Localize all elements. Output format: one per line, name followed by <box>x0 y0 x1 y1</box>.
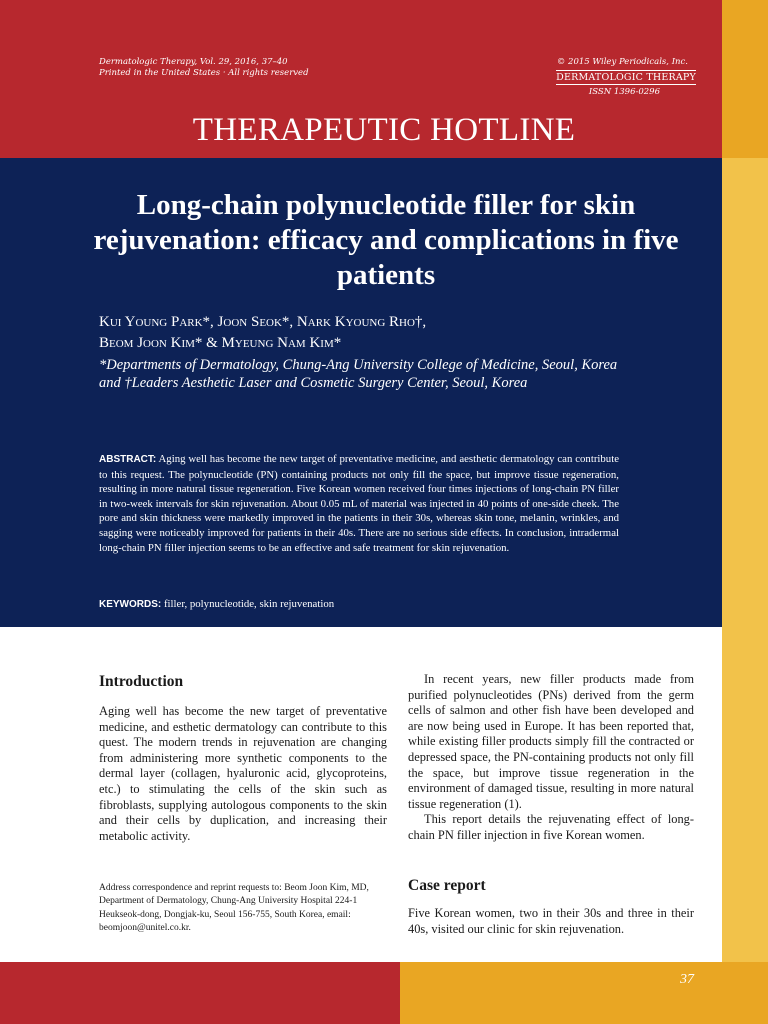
introduction-text: Aging well has become the new target of preventative medicine, and esthetic dermatology can contribute to this quest. The modern trends in rejuvenation are changing from administering more synthetic components to the dermal layer (collagen, hyaluronic acid, glycoproteins, etc.) to stimulating the cells of the skin such as fibroblasts, supplying autologous components to the skin and their cells by duplication, and increasing their metabolic activity. <box>99 704 387 843</box>
case-report-text: Five Korean women, two in their 30s and three in their 40s, visited our clinic for skin rejuvenation. <box>408 906 694 936</box>
keywords <box>99 597 619 613</box>
keywords-label: KEYWORDS: <box>99 599 162 610</box>
footer-band-left <box>0 962 400 1024</box>
abstract <box>99 452 619 555</box>
footer-band-right <box>400 962 768 1024</box>
right-paragraph-1: In recent years, new filler products made from purified polynucleotides (PNs) derived from the germ cells of salmon and other fish have been developed and are now being used in Europe. It has been reported that, while existing filler products simply fill the contracted or depressed space, the PN-containing products not only fill the space, but improve tissue regeneration in the environment of damaged tissue, resulting in more natural tissue regeneration (1). <box>408 672 694 811</box>
journal-name: DERMATOLOGIC THERAPY <box>556 72 696 83</box>
authors-line-2: Beom Joon Kim* & Myeung Nam Kim* <box>99 335 342 351</box>
yellow-side-strip <box>722 158 768 962</box>
copyright-notice: © 2015 Wiley Periodicals, Inc. <box>556 57 688 67</box>
authors <box>99 312 639 354</box>
body-right-column <box>408 672 694 844</box>
keywords-text: filler, polynucleotide, skin rejuvenation <box>163 598 335 610</box>
introduction-heading: Introduction <box>99 673 184 690</box>
abstract-label: ABSTRACT: <box>99 454 157 465</box>
correspondence-note: Address correspondence and reprint requests to: Beom Joon Kim, MD, Department of Dermatology, Chung-Ang University Hospital 224-1 Heukseok-dong, Dongjak-ku, Seoul 156-755, South Korea, email: beomjoon@unitel.co.kr. <box>99 883 369 934</box>
article-title: Long-chain polynucleotide filler for skin rejuvenation: efficacy and complications in five patients <box>93 189 679 291</box>
print-notice: Printed in the United States · All rights reserved <box>99 68 309 78</box>
case-report-heading: Case report <box>408 877 486 894</box>
journal-citation: Dermatologic Therapy, Vol. 29, 2016, 37–40 <box>99 57 288 67</box>
authors-line-1: Kui Young Park*, Joon Seok*, Nark Kyoung Rho†, <box>99 314 427 330</box>
right-paragraph-2: This report details the rejuvenating effect of long-chain PN filler injection in five Korean women. <box>408 812 694 842</box>
affiliations: *Departments of Dermatology, Chung-Ang University College of Medicine, Seoul, Korea and †Leaders Aesthetic Laser and Cosmetic Surgery Center, Seoul, Korea <box>99 357 618 391</box>
body-left-column <box>99 672 387 844</box>
issn: ISSN 1396-0296 <box>588 87 660 97</box>
abstract-text: Aging well has become the new target of preventative medicine, and aesthetic dermatology can contribute to this request. The polynucleotide (PN) containing products not only fill the space, but improve tissue regeneration, resulting in more natural tissue regeneration. Five Korean women received four times injections of long-chain PN filler in two-week intervals for skin rejuvenation. About 0.05 mL of material was injected in 40 points of one-side cheek. The pore and skin thickness were markedly improved in the patients in their 30s, whereas skin tone, melanin, wrinkles, and sagging were noticeably improved for patients in their 40s. There are no serious side effects. In conclusion, intradermal long-chain PN filler injection seems to be an effective and safe treatment for skin rejuvenation. <box>99 453 620 554</box>
section-title: THERAPEUTIC HOTLINE <box>192 112 576 148</box>
page-number: 37 <box>680 972 694 987</box>
